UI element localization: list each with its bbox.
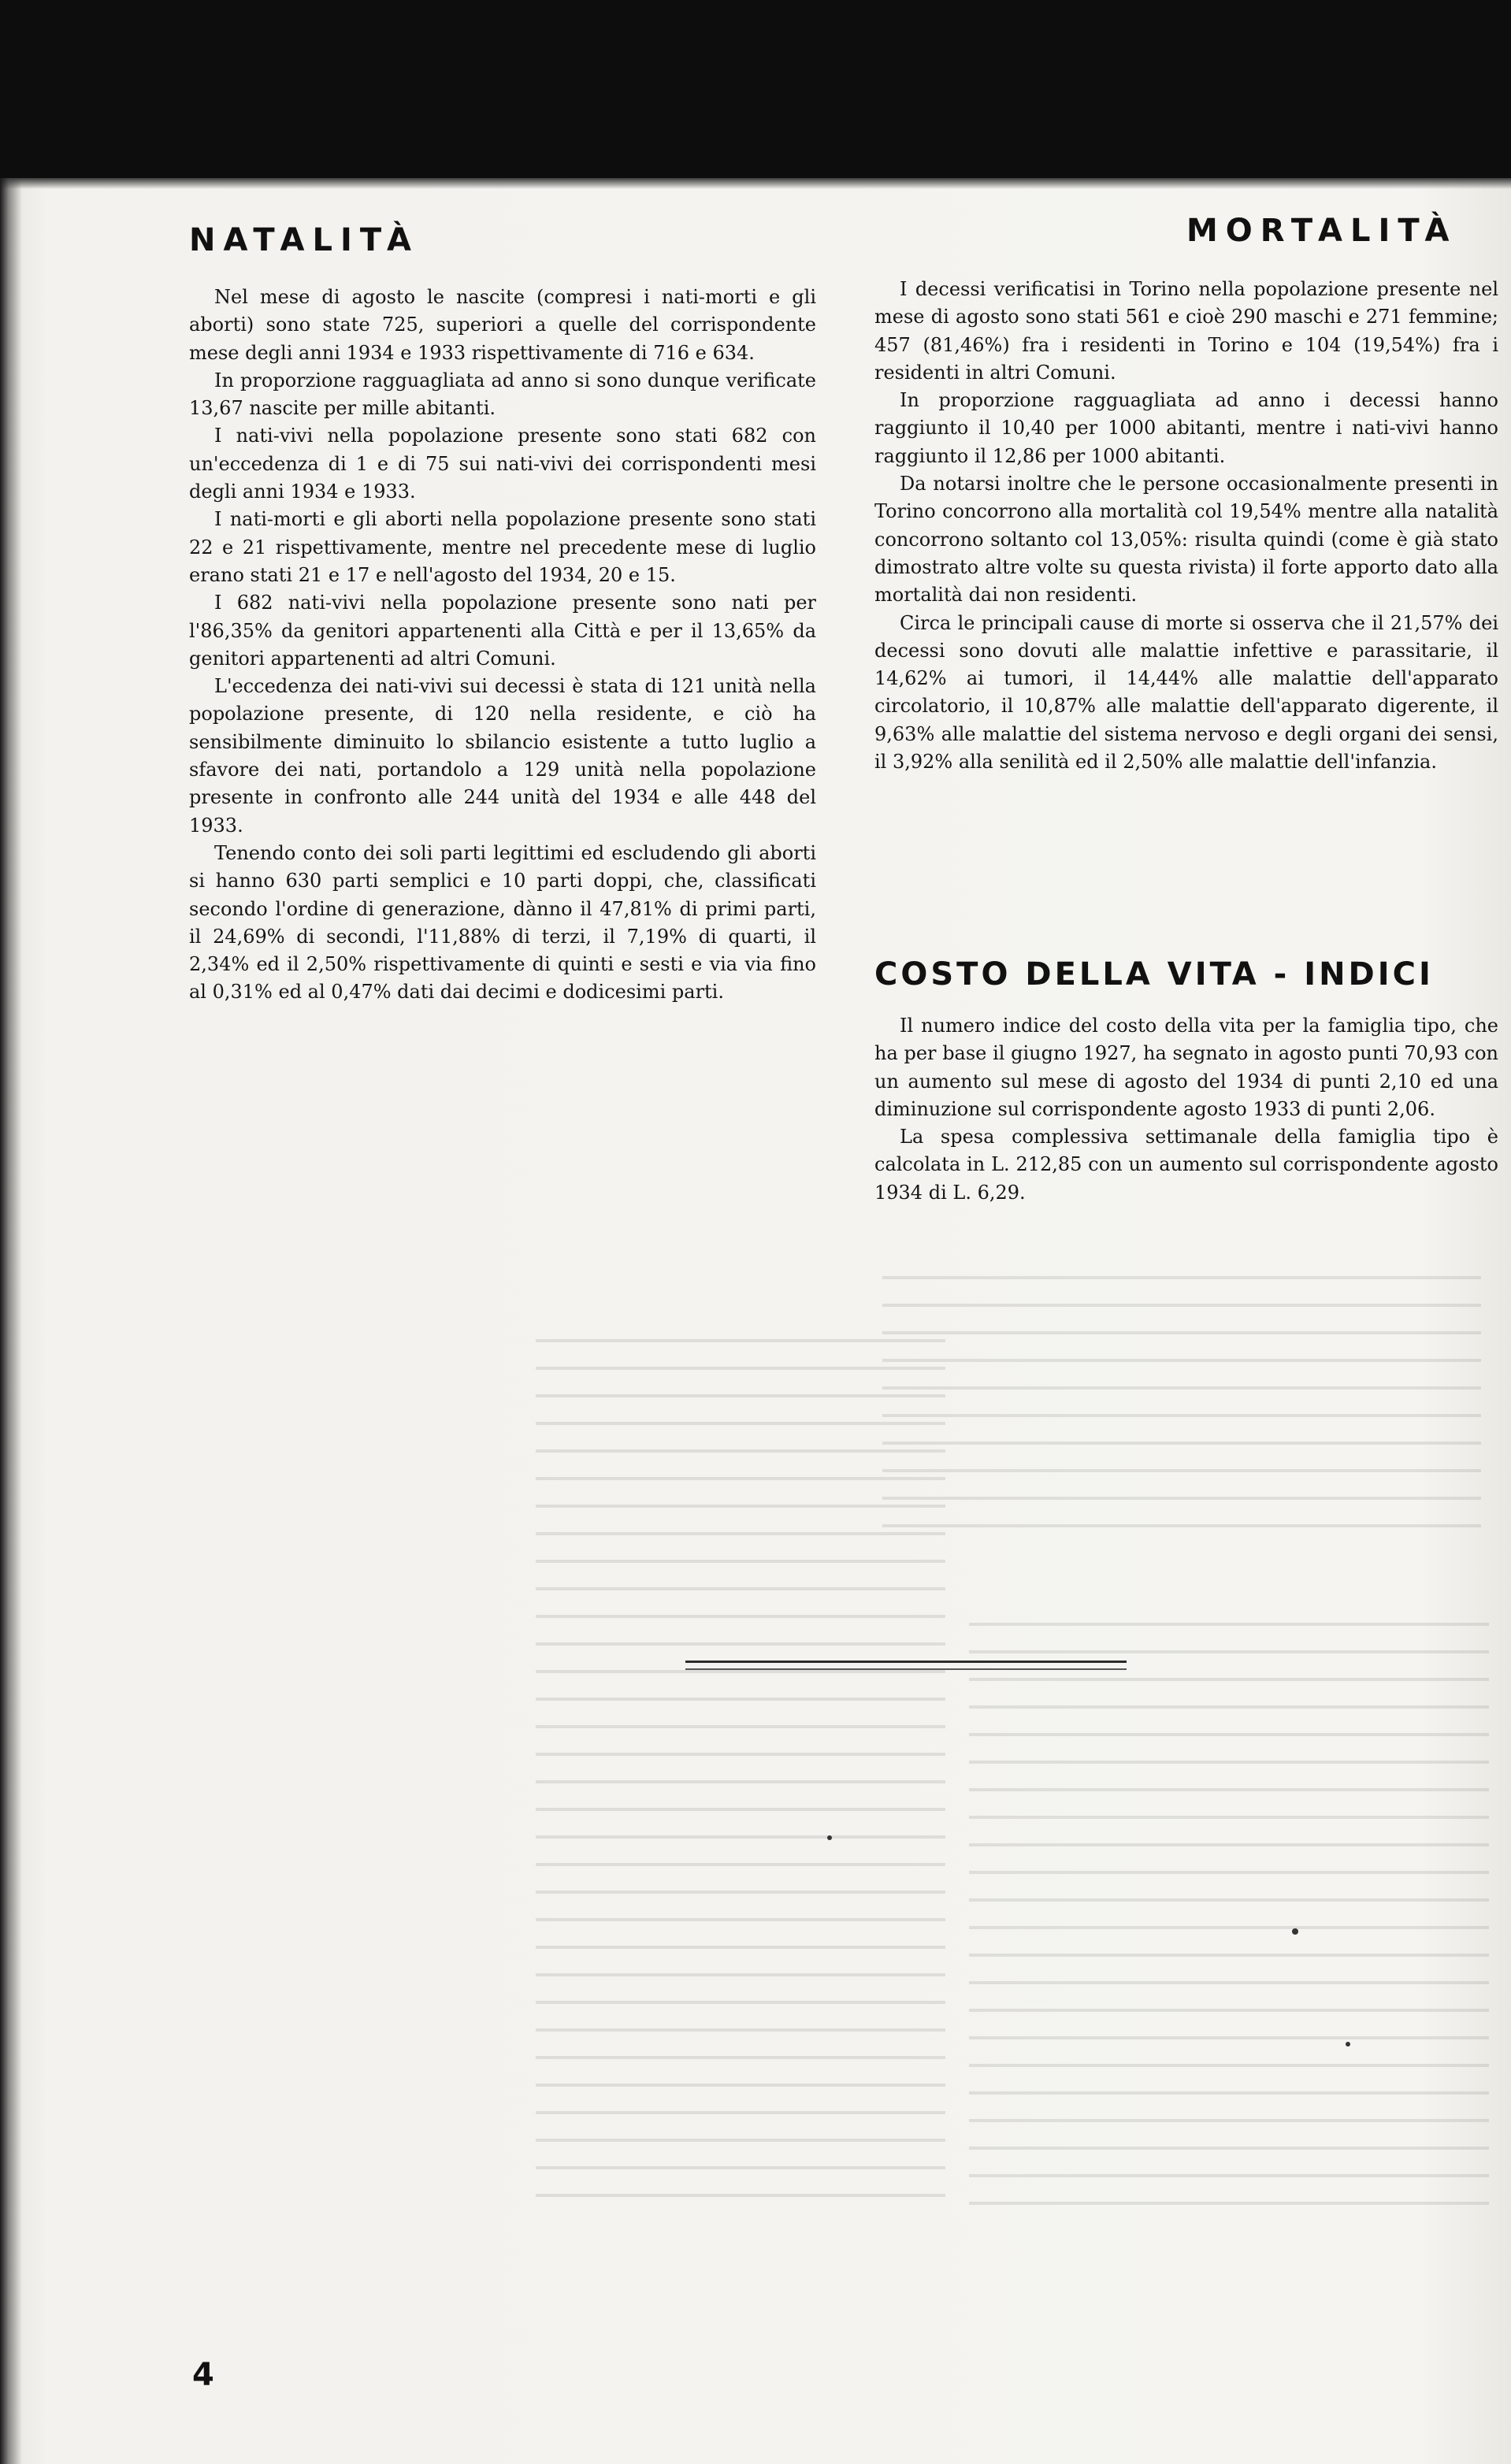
scan-top-edge-shadow	[0, 178, 1511, 189]
costo-vita-paragraph: La spesa complessiva settimanale della famiglia tipo è calcolata in L. 212,85 con un aumento sul corrispondente agosto 1934 di L. 6,29.	[874, 1126, 1498, 1204]
costo-vita-paragraph: Il numero indice del costo della vita per la famiglia tipo, che ha per base il giugno 1927, ha segnato in agosto punti 70,93 con un aumento sul mese di agosto del 1934 di punti 2,10 ed una diminuzione sul corrispondente agosto 1933 di punti 2,06.	[874, 1015, 1498, 1120]
section-title-costo-della-vita: COSTO DELLA VITA - INDICI	[874, 956, 1434, 993]
mortalita-paragraph: Circa le principali cause di morte si osserva che il 21,57% dei decessi sono dovuti alle malattie infettive e parassitarie, il 14,62% ai tumori, il 14,44% alle malattie dell'apparato circolatorio, il 10,87% alle malattie dell'apparato digerente, il 9,63% alle malattie del sistema nervoso e degli organi dei sensi, il 3,92% alla senilità ed il 2,50% alle malattie dell'infanzia.	[874, 611, 1498, 774]
natalita-paragraph: Nel mese di agosto le nascite (compresi i nati-morti e gli aborti) sono state 725, superiori a quelle del corrispondente mese degli anni 1934 e 1933 rispettivamente di 716 e 634.	[189, 286, 816, 364]
show-through-texture-right	[969, 1623, 1489, 2221]
costo-vita-text-column	[874, 1012, 1498, 1207]
ink-speck	[1292, 1928, 1298, 1935]
scan-top-border	[0, 0, 1511, 178]
natalita-paragraph: I 682 nati-vivi nella popolazione presente sono nati per l'86,35% da genitori appartenenti alla Città e per il 13,65% da genitori appartenenti ad altri Comuni.	[189, 592, 816, 670]
natalita-text-column	[189, 284, 816, 1007]
natalita-paragraph: I nati-morti e gli aborti nella popolazione presente sono stati 22 e 21 rispettivamente, mentre nel precedente mese di luglio erano stati 21 e 17 e nell'agosto del 1934, 20 e 15.	[189, 508, 816, 586]
natalita-paragraph: I nati-vivi nella popolazione presente sono stati 682 con un'eccedenza di 1 e di 75 sui nati-vivi dei corrispondenti mesi degli anni 1934 e 1933.	[189, 425, 816, 503]
page-number: 4	[192, 2357, 214, 2393]
section-title-natalita: NATALITÀ	[189, 222, 419, 258]
scan-left-edge-shadow	[0, 178, 22, 2464]
natalita-paragraph: L'eccedenza dei nati-vivi sui decessi è stata di 121 unità nella popolazione presente, di 120 nella residente, e ciò ha sensibilmente diminuito lo sbilancio esistente a tutto luglio a sfavore dei nati, portandolo a 129 unità nella popolazione presente in confronto alle 244 unità del 1934 e alle 448 del 1933.	[189, 675, 816, 837]
natalita-paragraph: In proporzione ragguagliata ad anno si sono dunque verificate 13,67 nascite per mille abitanti.	[189, 369, 816, 420]
mortalita-paragraph: In proporzione ragguagliata ad anno i decessi hanno raggiunto il 10,40 per 1000 abitanti, mentre i nati-vivi hanno raggiunto il 12,86 per 1000 abitanti.	[874, 389, 1498, 467]
section-title-mortalita: MORTALITÀ	[1186, 213, 1457, 249]
mortalita-paragraph: Da notarsi inoltre che le persone occasionalmente presenti in Torino concorrono alla mortalità col 19,54% mentre alla natalità concorrono soltanto col 13,05%: risulta quindi (come è già stato dimostrato altre volte su questa rivista) il forte apporto dato alla mortalità dai non residenti.	[874, 473, 1498, 607]
faint-divider-rule-secondary	[685, 1668, 1127, 1670]
ink-speck	[827, 1835, 832, 1840]
natalita-paragraph: Tenendo conto dei soli parti legittimi ed escludendo gli aborti si hanno 630 parti semplici e 10 parti doppi, che, classificati secondo l'ordine di generazione, dànno il 47,81% di primi parti, il 24,69% di secondi, l'11,88% di terzi, il 7,19% di quarti, il 2,34% ed il 2,50% rispettivamente di quinti e sesti e via via fino al 0,31% ed al 0,47% dati dai decimi e dodicesimi parti.	[189, 841, 816, 1004]
mortalita-text-column	[874, 276, 1498, 776]
ink-speck	[1346, 2042, 1350, 2047]
show-through-texture-middle	[882, 1276, 1481, 1536]
mortalita-paragraph: I decessi verificatisi in Torino nella popolazione presente nel mese di agosto sono stati 561 e cioè 290 maschi e 271 femmine; 457 (81,46%) fra i residenti in Torino e 104 (19,54%) fra i residenti in altri Comuni.	[874, 278, 1498, 384]
faint-divider-rule	[685, 1661, 1127, 1663]
